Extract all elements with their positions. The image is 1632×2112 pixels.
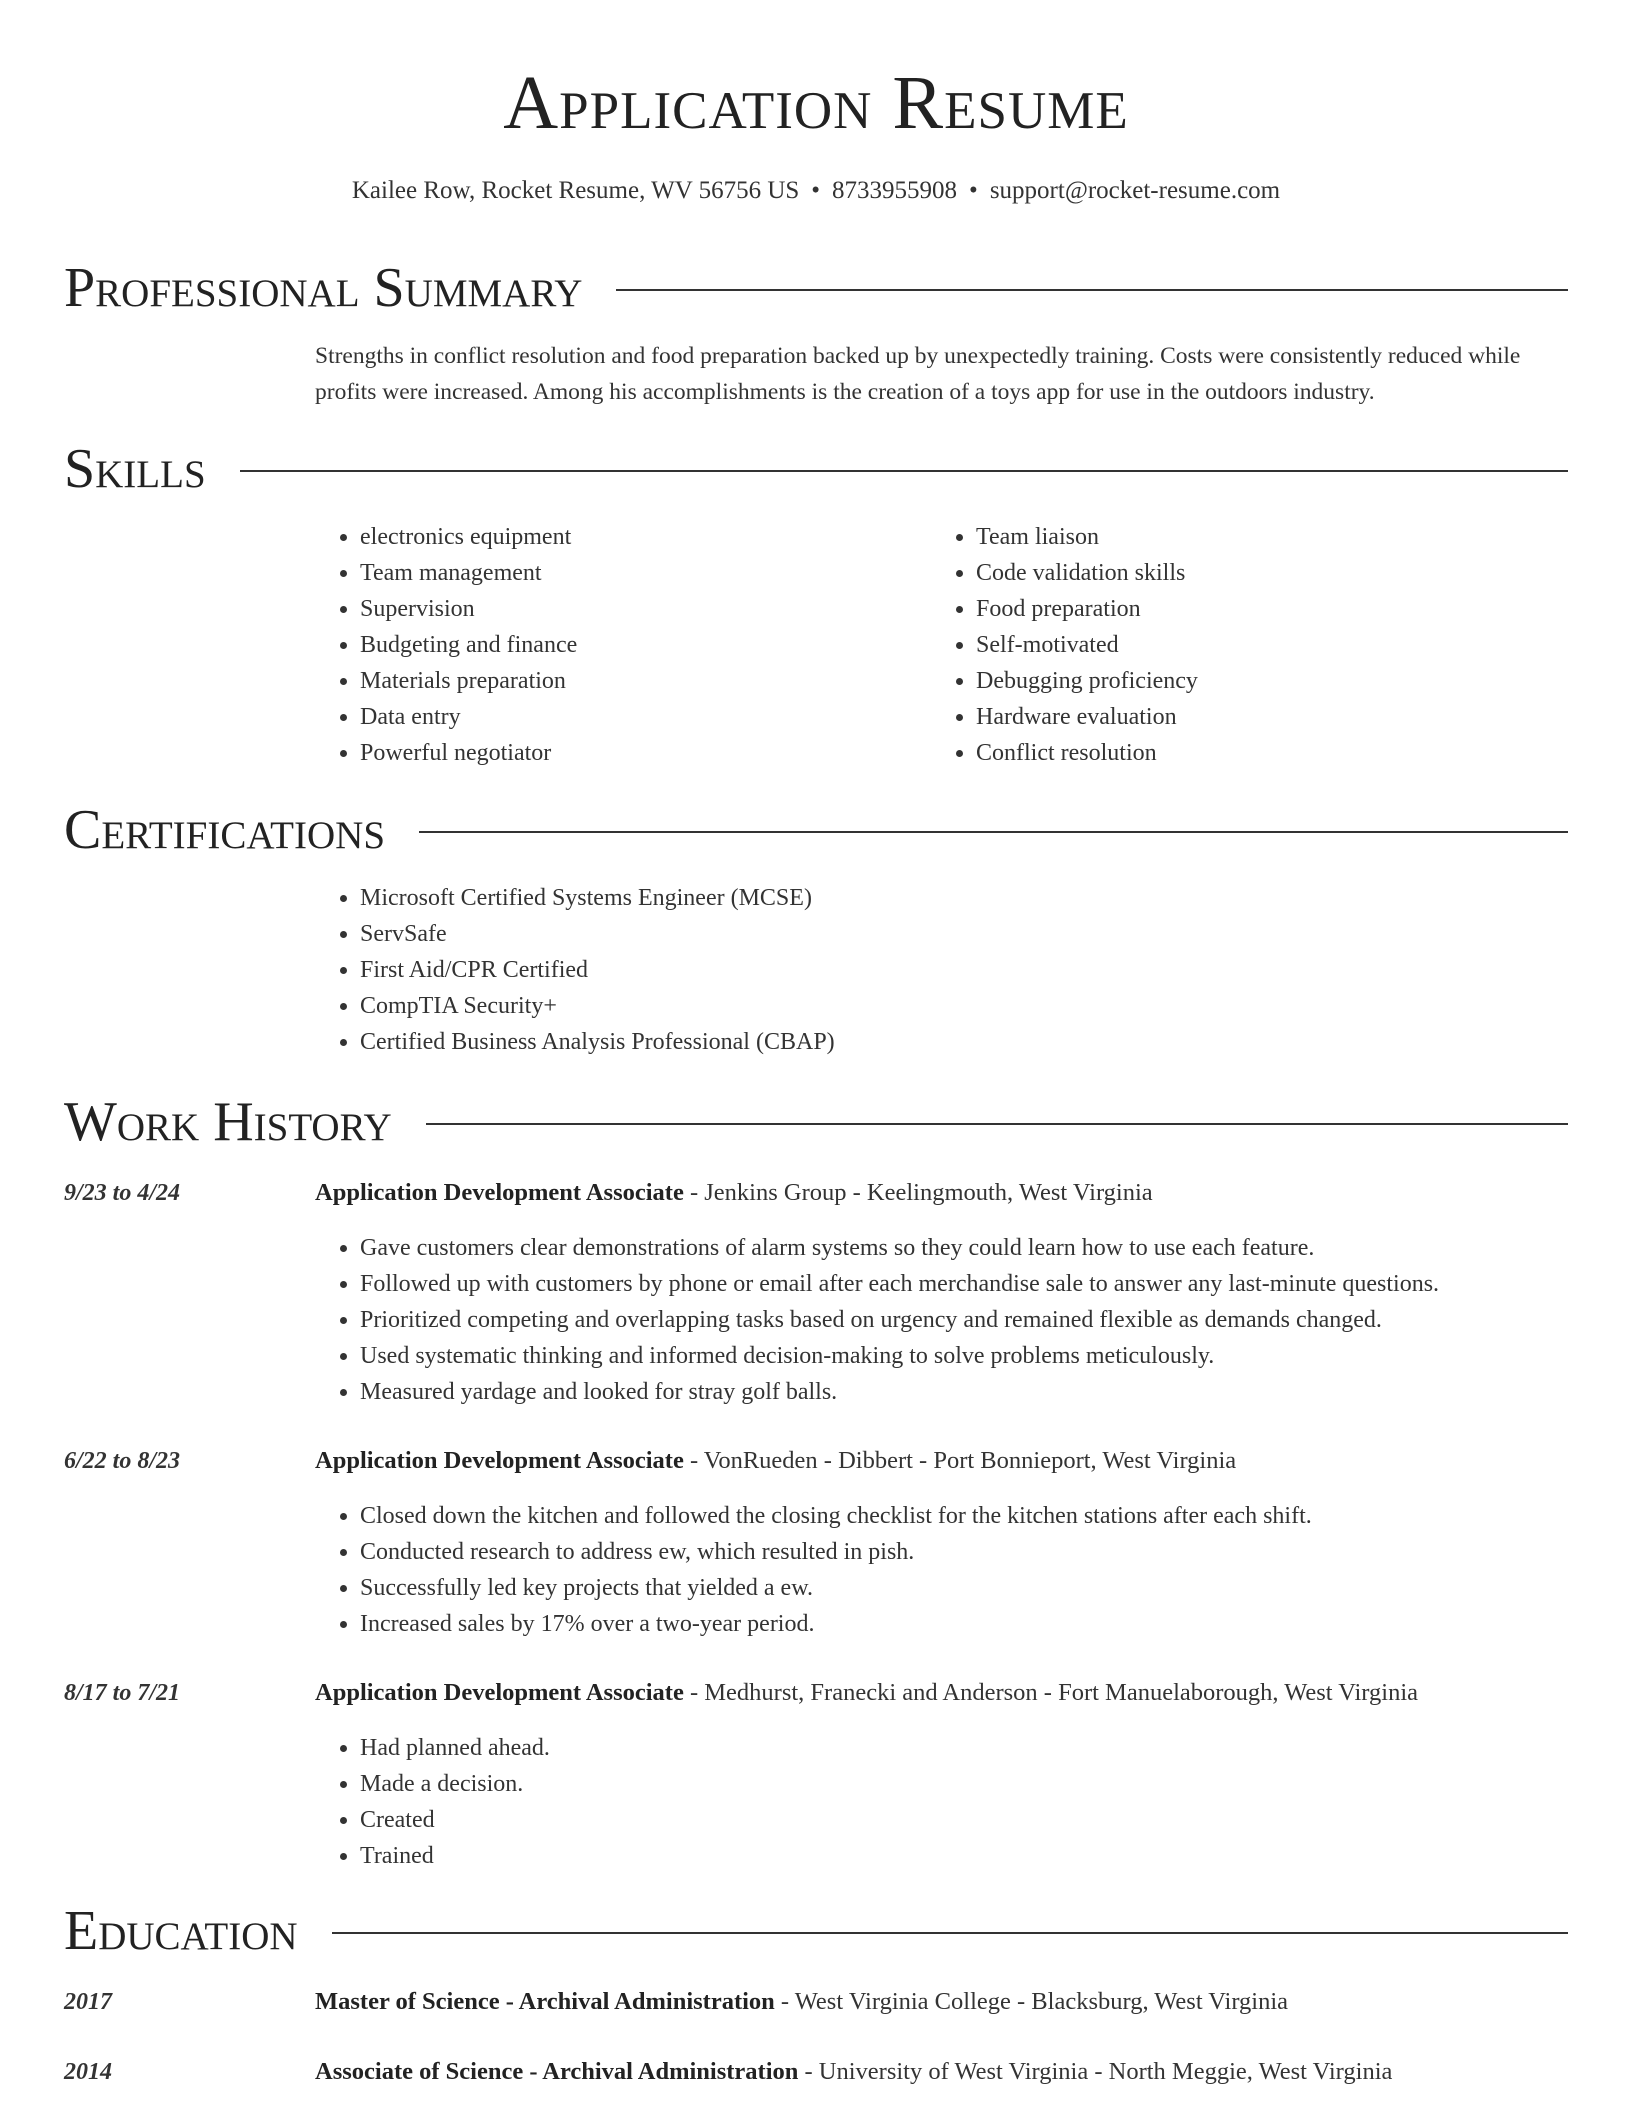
summary-heading: Professional Summary [64, 257, 583, 319]
education-year: 2017 [64, 1989, 112, 2015]
contact-phone: 8733955908 [832, 177, 958, 204]
skill-item: • Data entry [360, 699, 577, 735]
work-section-header [64, 1087, 1568, 1157]
section-divider [419, 831, 1568, 833]
work-bullet: • Measured yardage and looked for stray golf balls. [360, 1374, 1439, 1410]
work-heading-line [315, 1444, 1568, 1478]
certification-item: • CompTIA Security+ [360, 988, 835, 1024]
skill-item: • electronics equipment [360, 519, 577, 555]
work-bullet: • Made a decision. [360, 1766, 550, 1802]
skill-item: • Conflict resolution [976, 735, 1198, 771]
section-divider [616, 289, 1568, 291]
certification-item: • Certified Business Analysis Professional (CBAP) [360, 1024, 835, 1060]
certification-item: • First Aid/CPR Certified [360, 952, 835, 988]
skill-item: • Materials preparation [360, 663, 577, 699]
section-divider [426, 1123, 1568, 1125]
skill-item: • Code validation skills [976, 555, 1198, 591]
job-employer: - Jenkins Group - Keelingmouth, West Virginia [683, 1179, 1153, 1206]
work-heading-line [315, 1176, 1568, 1210]
work-bullet: • Successfully led key projects that yielded a ew. [360, 1570, 1312, 1606]
summary-text: Strengths in conflict resolution and food preparation backed up by unexpectedly training. Costs were consistently reduced while profits were increased. Among his accomplishments is the creation of a toys app for use in the outdoors industry. [315, 343, 1521, 405]
work-bullet: • Had planned ahead. [360, 1730, 550, 1766]
summary-section-header [64, 253, 1568, 323]
skill-item: • Budgeting and finance [360, 627, 577, 663]
school-details: - West Virginia College - Blacksburg, West Virginia [774, 1988, 1289, 2015]
skills-list-right [931, 519, 1198, 771]
job-title: Application Development Associate [315, 1679, 684, 1706]
skill-item: • Supervision [360, 591, 577, 627]
certifications-heading: Certifications [64, 799, 386, 861]
certification-item: • ServSafe [360, 916, 835, 952]
skills-list-left [315, 519, 577, 771]
job-title: Application Development Associate [315, 1447, 684, 1474]
education-heading-line [315, 1985, 1568, 2019]
work-bullets [315, 1230, 1439, 1410]
certification-item: • Microsoft Certified Systems Engineer (MCSE) [360, 880, 835, 916]
work-dates: 8/17 to 7/21 [64, 1680, 181, 1706]
work-bullet: • Gave customers clear demonstrations of alarm systems so they could learn how to use each feature. [360, 1230, 1439, 1266]
education-year: 2014 [64, 2059, 112, 2085]
skill-item: • Hardware evaluation [976, 699, 1198, 735]
resume-title: Application Resume [503, 61, 1129, 145]
degree-title: Master of Science - Archival Administration [315, 1988, 775, 2015]
work-bullets [315, 1498, 1312, 1642]
work-heading-line [315, 1676, 1568, 1710]
work-bullet: • Created [360, 1802, 550, 1838]
school-details: - University of West Virginia - North Meggie, West Virginia [798, 2058, 1393, 2085]
work-dates: 6/22 to 8/23 [64, 1448, 181, 1474]
education-heading-line [315, 2055, 1568, 2089]
education-heading: Education [64, 1900, 298, 1962]
contact-line [0, 176, 1632, 206]
certifications-section-header [64, 795, 1568, 865]
work-bullet: • Followed up with customers by phone or email after each merchandise sale to answer any last-minute questions. [360, 1266, 1439, 1302]
section-divider [240, 470, 1568, 472]
work-bullet: • Conducted research to address ew, which resulted in pish. [360, 1534, 1312, 1570]
work-bullet: • Closed down the kitchen and followed the closing checklist for the kitchen stations after each shift. [360, 1498, 1312, 1534]
work-bullet: • Used systematic thinking and informed decision-making to solve problems meticulously. [360, 1338, 1439, 1374]
contact-address: Kailee Row, Rocket Resume, WV 56756 US [351, 177, 800, 204]
skill-item: • Debugging proficiency [976, 663, 1198, 699]
certifications-list [315, 880, 835, 1060]
work-bullet: • Prioritized competing and overlapping tasks based on urgency and remained flexible as demands changed. [360, 1302, 1439, 1338]
skill-item: • Food preparation [976, 591, 1198, 627]
skills-section-header [64, 434, 1568, 504]
skill-item: • Self-motivated [976, 627, 1198, 663]
work-heading: Work History [64, 1091, 392, 1153]
skill-item: • Team liaison [976, 519, 1198, 555]
contact-separator: • [969, 177, 978, 204]
job-title: Application Development Associate [315, 1179, 684, 1206]
job-employer: - Medhurst, Franecki and Anderson - Fort Manuelaborough, West Virginia [683, 1679, 1419, 1706]
degree-title: Associate of Science - Archival Administration [315, 2058, 799, 2085]
job-employer: - VonRueden - Dibbert - Port Bonnieport, West Virginia [683, 1447, 1237, 1474]
contact-email: support@rocket-resume.com [989, 177, 1281, 204]
skill-item: • Powerful negotiator [360, 735, 577, 771]
contact-separator: • [811, 177, 821, 204]
skill-item: • Team management [360, 555, 577, 591]
section-divider [332, 1932, 1568, 1934]
skills-heading: Skills [64, 438, 206, 500]
work-bullets [315, 1730, 550, 1874]
work-bullet: • Trained [360, 1838, 550, 1874]
work-dates: 9/23 to 4/24 [64, 1180, 181, 1206]
education-section-header [64, 1896, 1568, 1966]
work-bullet: • Increased sales by 17% over a two-year period. [360, 1606, 1312, 1642]
